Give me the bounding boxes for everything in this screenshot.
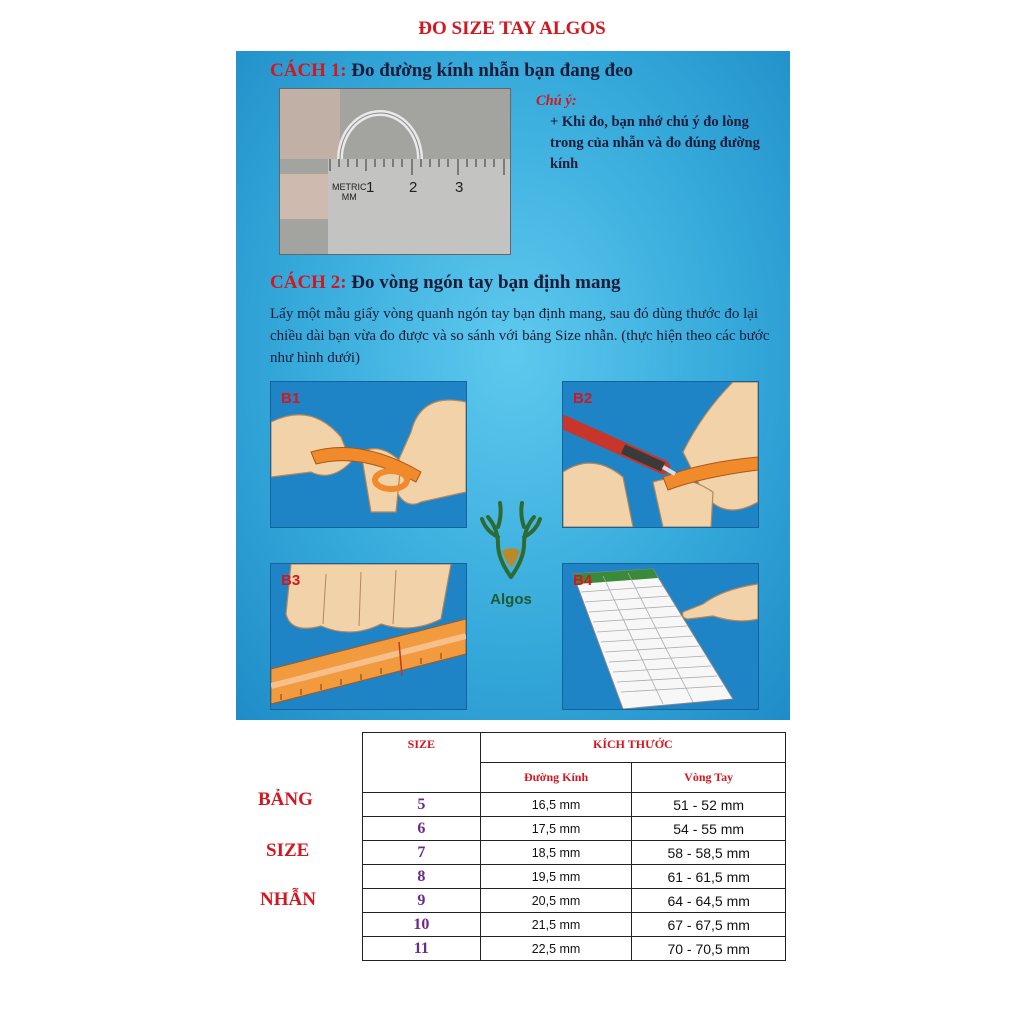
diameter-value: 21,5 mm <box>480 913 632 937</box>
size-value: 6 <box>363 817 481 841</box>
size-value: 7 <box>363 841 481 865</box>
ring-header: Vòng Tay <box>632 763 786 793</box>
method2-label: CÁCH 2: <box>270 272 347 293</box>
size-value: 10 <box>363 913 481 937</box>
note-heading: Chú ý: <box>536 93 577 109</box>
diameter-value: 19,5 mm <box>480 865 632 889</box>
step-b1-label: B1 <box>281 390 301 407</box>
b4-size-chart-icon <box>563 564 758 709</box>
step-b2-label: B2 <box>573 390 593 407</box>
logo-text: Algos <box>490 591 532 608</box>
ruler-tick-1: 1 <box>366 179 375 196</box>
step-b3-label: B3 <box>281 572 301 589</box>
diameter-value: 16,5 mm <box>480 793 632 817</box>
ruler-tick-2: 2 <box>409 179 418 196</box>
table-row <box>363 889 786 913</box>
table-row <box>363 937 786 961</box>
size-value: 11 <box>363 937 481 961</box>
ring-value: 54 - 55 mm <box>632 817 786 841</box>
method1-text: Đo đường kính nhẫn bạn đang đeo <box>351 60 634 81</box>
diameter-value: 20,5 mm <box>480 889 632 913</box>
step-b1-illustration <box>270 381 467 528</box>
step-b4-illustration <box>562 563 759 710</box>
ring-value: 67 - 67,5 mm <box>632 913 786 937</box>
ring-measure-photo <box>279 88 511 255</box>
ruler-mm-label: MM <box>341 192 357 202</box>
step-b4-label: B4 <box>573 572 593 589</box>
size-value: 8 <box>363 865 481 889</box>
ring-value: 58 - 58,5 mm <box>632 841 786 865</box>
note-body: + Khi đo, bạn nhớ chú ý đo lòng trong của nhẫn và đo đúng đường kính <box>550 114 760 172</box>
b2-pen-mark-icon <box>563 382 758 527</box>
side-label-size: SIZE <box>266 840 310 861</box>
b3-paper-on-ruler-icon <box>271 564 466 709</box>
algos-logo <box>476 499 546 609</box>
ring-value: 70 - 70,5 mm <box>632 937 786 961</box>
diameter-header: Đường Kính <box>480 763 632 793</box>
table-row <box>363 817 786 841</box>
diameter-value: 22,5 mm <box>480 937 632 961</box>
ring-value: 51 - 52 mm <box>632 793 786 817</box>
ruler-tick-3: 3 <box>455 179 464 196</box>
method1-label: CÁCH 1: <box>270 60 347 81</box>
side-label-bang: BẢNG <box>258 789 313 810</box>
step-b3-illustration <box>270 563 467 710</box>
note-box <box>536 91 771 175</box>
page-title: ĐO SIZE TAY ALGOS <box>418 18 606 39</box>
diameter-value: 18,5 mm <box>480 841 632 865</box>
ruler-metric-label: METRIC <box>332 182 367 192</box>
table-row <box>363 913 786 937</box>
method2-heading <box>270 272 621 294</box>
table-row <box>363 865 786 889</box>
deer-antler-logo-icon <box>476 499 546 584</box>
side-label-nhan: NHẪN <box>260 889 316 910</box>
table-header-row <box>363 733 786 763</box>
ring-value: 64 - 64,5 mm <box>632 889 786 913</box>
size-header: SIZE <box>363 733 481 793</box>
diameter-value: 17,5 mm <box>480 817 632 841</box>
instruction-panel <box>236 51 790 720</box>
method2-text: Đo vòng ngón tay bạn định mang <box>351 272 621 293</box>
step-b2-illustration <box>562 381 759 528</box>
b1-hands-paper-icon <box>271 382 466 527</box>
table-row <box>363 841 786 865</box>
method2-description: Lấy một mẫu giấy vòng quanh ngón tay bạn định mang, sau đó dùng thước đo lại chiều dài bạn vừa đo được và so sánh với bảng Size nhẫn. (thực hiện theo các bước như hình dưới) <box>270 306 770 366</box>
ring-size-table <box>362 732 786 961</box>
ring-ruler-illustration <box>280 89 510 254</box>
method1-heading <box>270 60 633 82</box>
dims-header: KÍCH THƯỚC <box>480 733 785 763</box>
size-value: 9 <box>363 889 481 913</box>
size-value: 5 <box>363 793 481 817</box>
table-row <box>363 793 786 817</box>
ring-value: 61 - 61,5 mm <box>632 865 786 889</box>
